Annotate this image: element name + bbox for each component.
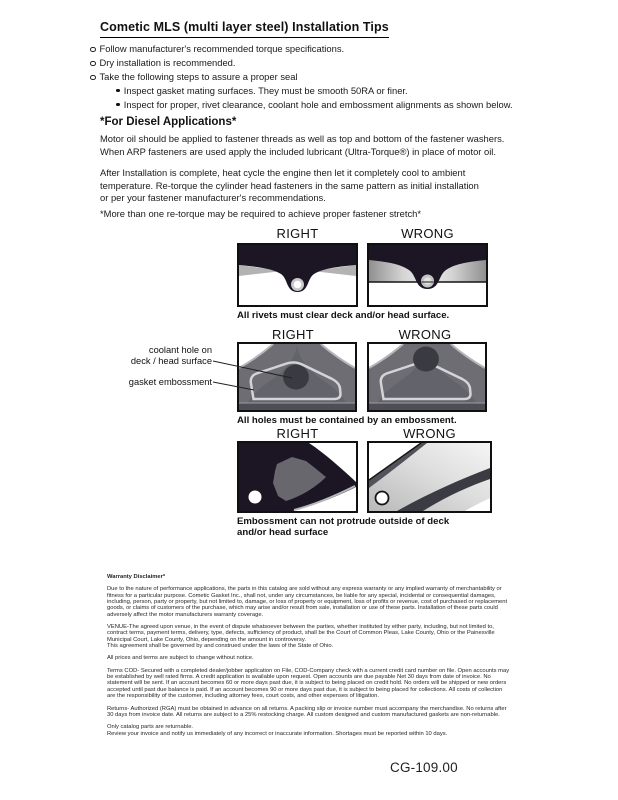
returnable-line: Only catalog parts are returnable. xyxy=(107,724,194,731)
terms-paragraph: Terms COD- Secured with a completed dealer/jobber application on File, COD-Company check with a current credit card number on file. Open accounts may be established by well rated firms. A credit application is available upon request. Open accounts are due payable Net 30 days from date of invoice. No statement will be sent. If an account becomes 60 or more days past due, it is subject to being placed on credit hold. No orders will be shipped or new orders accepted until past due balance is paid. If an account becomes 90 or more days past due, it is subject to being placed for collections. All costs of collection are the responsibility of the customer, including attorney fees, court costs, and other expenses of litigation. xyxy=(107,667,510,700)
venue-paragraph: VENUE-The agreed upon venue, in the event of dispute whatsoever between the parties, whether instituted by either party, including, but not limited to, contract terms, payment terms, delivery, type, defects, sufficiency of product, shall be the Court of Common Pleas, Lake County, Ohio or the Painesville Municipal Court, Lake County, Ohio, depending on the amount in controversy. xyxy=(107,624,495,643)
coolant-hole-annotation: coolant hole on deck / head surface xyxy=(130,345,212,366)
figure1-caption: All rivets must clear deck and/or head surface. xyxy=(237,310,450,321)
figure3-wrong-graphic xyxy=(367,441,492,513)
figure1-wrong-graphic xyxy=(367,243,488,307)
tip-text: Follow manufacturer's recommended torque specifications. xyxy=(99,43,345,54)
figure2-wrong-label: WRONG xyxy=(398,327,452,342)
document-code: CG-109.00 xyxy=(390,760,458,775)
paragraph-line: When ARP fasteners are used apply the included lubricant (Ultra-Torque®) in place of motor oil. xyxy=(100,145,496,157)
returns-paragraph: Returns- Authorized (RGA) must be obtained in advance on all returns. A packing slip or invoice number must accompany the merchandise. No returns after 30 days from invoice date. All returns are subject to a 25% restocking charge. All custom designed and custom manufactured gaskets are non-returnable. xyxy=(107,705,507,718)
figure1-wrong-label: WRONG xyxy=(401,226,454,241)
prices-line: All prices and terms are subject to change without notice. xyxy=(107,655,254,662)
figure2-wrong-graphic xyxy=(367,342,487,412)
list-item xyxy=(90,43,513,57)
figure3-caption: Embossment can not protrude outside of deck and/or head surface xyxy=(237,516,450,538)
list-item xyxy=(90,71,513,85)
paragraph-line: After Installation is complete, heat cycle the engine then let it completely cool to ambient xyxy=(100,167,466,178)
legal-disclaimer xyxy=(107,574,511,737)
list-item xyxy=(116,85,513,99)
filled-bullet-icon xyxy=(116,89,120,93)
governing-law-line: This agreement shall be governed by and construed under the laws of the State of Ohio. xyxy=(107,643,334,650)
tip-text: Inspect gasket mating surfaces. They must be smooth 50RA or finer. xyxy=(123,85,408,96)
open-bullet-icon xyxy=(90,47,96,53)
review-invoice-line: Review your invoice and notify us immediately of any incorrect or inaccurate information. Shortages must be reported within 10 days. xyxy=(107,730,448,737)
figure2-right-label: RIGHT xyxy=(272,327,314,342)
retorque-note: *More than one re-torque may be required to achieve proper fastener stretch* xyxy=(100,208,422,219)
figure2-right-graphic xyxy=(237,342,357,412)
list-item xyxy=(116,99,513,113)
paragraph-line: or per your fastener manufacturer's recommendations. xyxy=(100,192,326,204)
diesel-paragraph-2 xyxy=(100,167,479,205)
page-title: Cometic MLS (multi layer steel) Installation Tips xyxy=(100,20,389,38)
open-bullet-icon xyxy=(90,61,96,67)
filled-bullet-icon xyxy=(116,103,120,107)
figure1-right-label: RIGHT xyxy=(276,226,319,241)
tip-text: Inspect for proper, rivet clearance, coolant hole and embossment alignments as shown below. xyxy=(123,99,513,110)
list-item xyxy=(90,57,513,71)
paragraph-line: temperature. Re-torque the cylinder head fasteners in the same pattern as initial installation xyxy=(100,179,479,191)
warranty-paragraph: Due to the nature of performance applications, the parts in this catalog are sold without any express warranty or any implied warranty of merchantability or fitness for a particular purpose. Cometic Gasket Inc., shall not, under any circumstances, be liable for any special, incidental or consequential damages, including, person, party or property, but not limited to, damage, or loss of property or equipment, loss of profits or revenue, cost of purchased or replacement goods, or claims of customers of the purchase, which may arise and/or result from sale, installation or use of these parts. Installation of these parts could adversely affect the motor manufacturers warranty coverage. xyxy=(107,586,508,618)
gasket-embossment-annotation: gasket embossment xyxy=(128,377,212,387)
tip-text: Take the following steps to assure a proper seal xyxy=(99,71,298,82)
diesel-heading: *For Diesel Applications* xyxy=(100,116,237,128)
installation-tips-list xyxy=(90,43,513,113)
figure1-right-graphic xyxy=(237,243,358,307)
figure3-wrong-label: WRONG xyxy=(403,426,456,441)
warranty-heading: Warranty Disclaimer* xyxy=(107,574,166,580)
open-bullet-icon xyxy=(90,75,96,81)
paragraph-line: Motor oil should be applied to fastener threads as well as top and bottom of the fastener washers. xyxy=(100,133,505,144)
figure3-right-label: RIGHT xyxy=(276,426,319,441)
diesel-paragraph-1 xyxy=(100,133,504,158)
figure2-caption: All holes must be contained by an embossment. xyxy=(237,415,457,426)
tip-text: Dry installation is recommended. xyxy=(99,57,236,68)
figure3-right-graphic xyxy=(237,441,358,513)
